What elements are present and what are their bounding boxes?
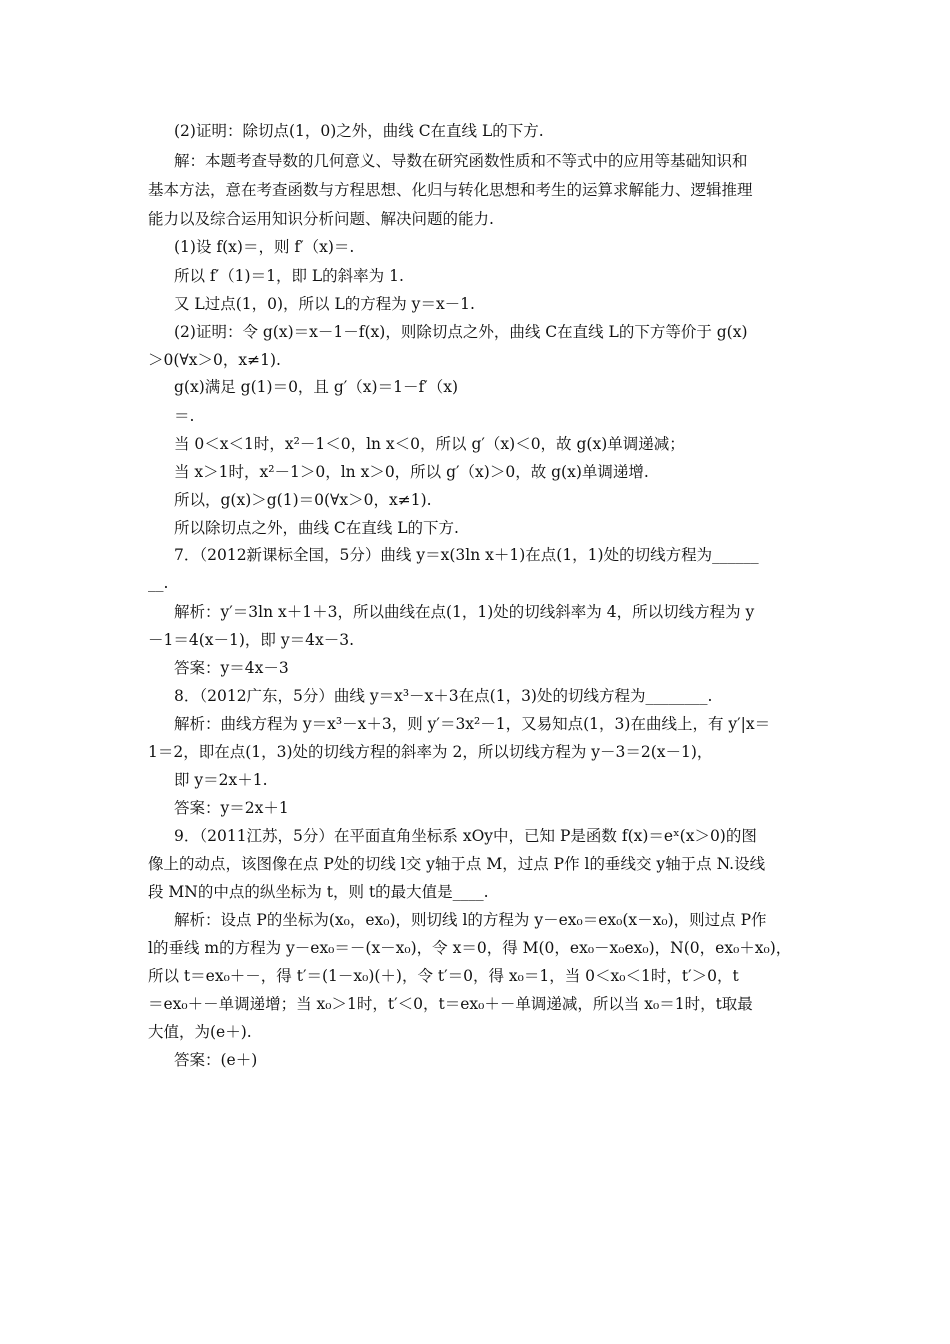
- text-line: 答案：y＝4x－3: [174, 659, 289, 677]
- text-line: 基本方法，意在考查函数与方程思想、化归与转化思想和考生的运算求解能力、逻辑推理: [148, 181, 753, 199]
- text-line: g(x)满足 g(1)＝0，且 g′（x)＝1－f′（x): [174, 378, 458, 396]
- text-line: 当 0＜x＜1时，x²－1＜0，ln x＜0，所以 g′（x)＜0，故 g(x)单调递减；: [174, 435, 685, 453]
- text-line: 当 x＞1时，x²－1＞0，ln x＞0，所以 g′（x)＞0，故 g(x)单调递增.: [174, 463, 649, 481]
- text-line: 8．（2012广东，5分）曲线 y＝x³－x＋3在点(1，3)处的切线方程为________.: [174, 687, 713, 705]
- text-line: 所以除切点之外，曲线 C在直线 L的下方.: [174, 519, 459, 537]
- text-line: 所以 t＝ex₀＋－，得 t′＝(1－x₀)(＋)，令 t′＝0，得 x₀＝1，当 0＜x₀＜1时，t′＞0，t: [148, 967, 739, 985]
- text-line: 所以，g(x)＞g(1)＝0(∀x＞0，x≠1).: [174, 491, 432, 509]
- text-line: 解析：曲线方程为 y＝x³－x＋3，则 y′＝3x²－1，又易知点(1，3)在曲线上，有 y′|x＝: [174, 715, 771, 733]
- text-line: 7．（2012新课标全国，5分）曲线 y＝x(3ln x＋1)在点(1，1)处的切线方程为______: [174, 546, 759, 564]
- text-line: ＝.: [174, 407, 195, 425]
- text-line: 所以 f′（1)＝1，即 L的斜率为 1.: [174, 267, 404, 285]
- text-line: 解析：y′＝3ln x＋1＋3，所以曲线在点(1，1)处的切线斜率为 4，所以切线方程为 y: [174, 603, 755, 621]
- text-line: －1＝4(x－1)，即 y＝4x－3.: [148, 631, 354, 649]
- text-line: 能力以及综合运用知识分析问题、解决问题的能力.: [148, 210, 494, 228]
- text-line: 大值，为(e＋).: [148, 1023, 252, 1041]
- text-line: 解析：设点 P的坐标为(x₀，ex₀)，则切线 l的方程为 y－ex₀＝ex₀(x－x₀)，则过点 P作: [174, 911, 767, 929]
- text-line: 解：本题考查导数的几何意义、导数在研究函数性质和不等式中的应用等基础知识和: [174, 152, 748, 170]
- text-line: __.: [148, 574, 169, 592]
- text-line: 9．（2011江苏，5分）在平面直角坐标系 xOy中，已知 P是函数 f(x)＝eˣ(x＞0)的图: [174, 827, 757, 845]
- text-line: 答案：(e＋): [174, 1051, 258, 1069]
- text-line: (2)证明：除切点(1，0)之外，曲线 C在直线 L的下方.: [174, 122, 544, 140]
- text-line: (2)证明：令 g(x)＝x－1－f(x)，则除切点之外，曲线 C在直线 L的下方等价于 g(x): [174, 323, 748, 341]
- text-line: ＞0(∀x＞0，x≠1).: [148, 351, 281, 369]
- text-line: 答案：y＝2x＋1: [174, 799, 289, 817]
- text-line: l的垂线 m的方程为 y－ex₀＝－(x－x₀)，令 x＝0，得 M(0，ex₀－x₀ex₀)，N(0，ex₀＋x₀)，: [148, 939, 792, 957]
- text-line: 像上的动点，该图像在点 P处的切线 l交 y轴于点 M，过点 P作 l的垂线交 y轴于点 N.设线: [148, 855, 766, 873]
- text-line: 1＝2，即在点(1，3)处的切线方程的斜率为 2，所以切线方程为 y－3＝2(x－1)，: [148, 743, 713, 761]
- text-line: ＝ex₀＋－单调递增；当 x₀＞1时，t′＜0，t＝ex₀＋－单调递减，所以当 x₀＝1时，t取最: [148, 995, 753, 1013]
- text-line: 又 L过点(1，0)，所以 L的方程为 y＝x－1.: [174, 295, 475, 313]
- text-line: 段 MN的中点的纵坐标为 t，则 t的最大值是____.: [148, 883, 489, 901]
- text-line: (1)设 f(x)＝，则 f′（x)＝.: [174, 238, 355, 256]
- text-line: 即 y＝2x＋1.: [174, 771, 268, 789]
